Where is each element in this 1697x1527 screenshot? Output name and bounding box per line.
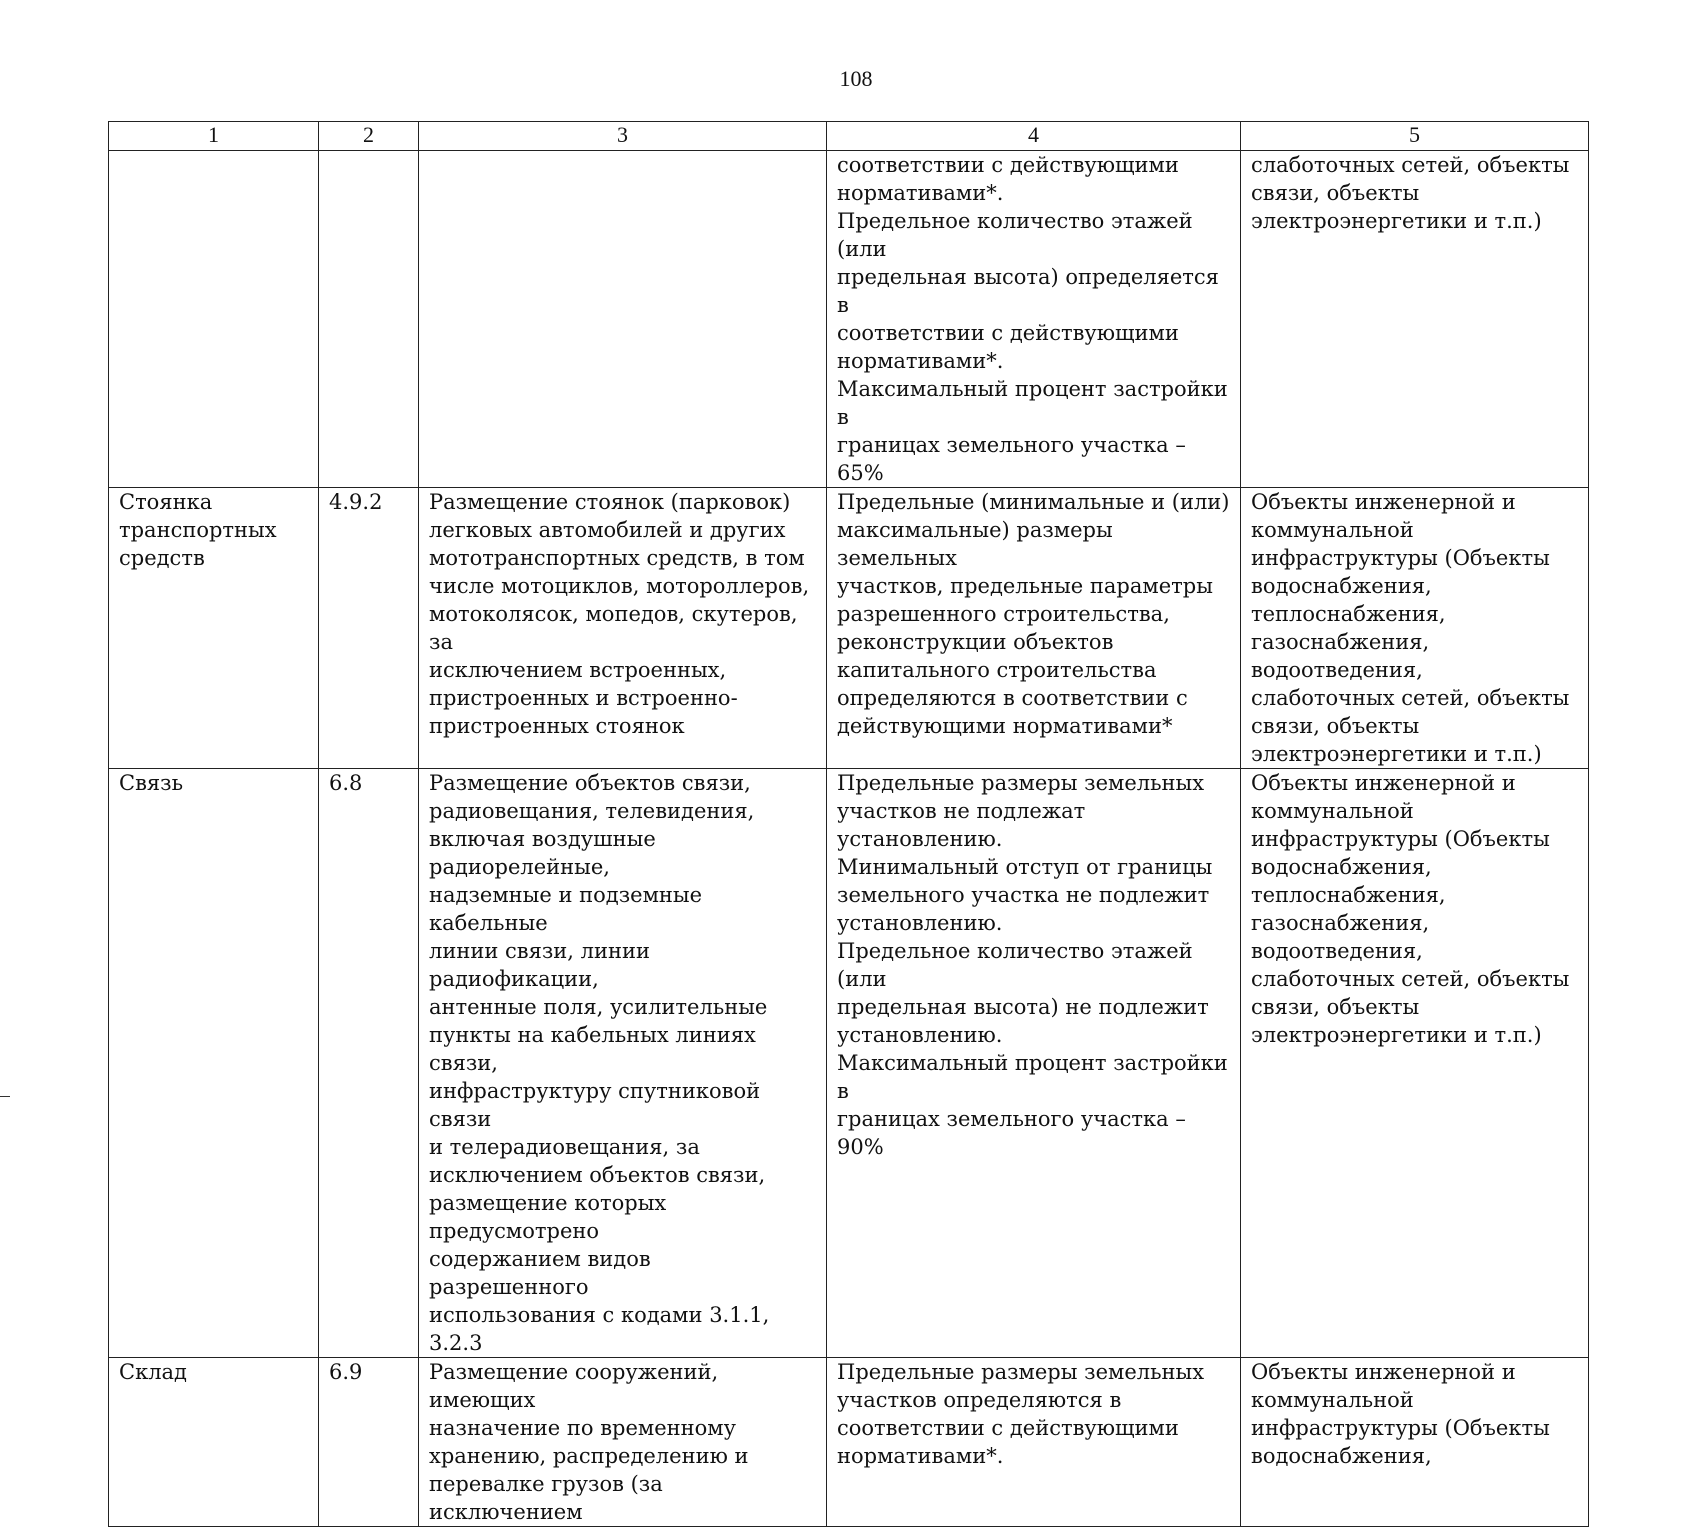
- table-row: [109, 769, 1589, 1358]
- header-cell-5: 5: [1241, 122, 1589, 151]
- table-row: [109, 1358, 1589, 1527]
- use-code-cell: [319, 151, 419, 488]
- use-name-cell: [109, 151, 319, 488]
- parameters-cell: Предельные размеры земельных участков определяются в соответствии с действующими нормативами*.: [827, 1358, 1241, 1527]
- margin-mark: [0, 1096, 10, 1097]
- zoning-table: [108, 121, 1589, 1527]
- header-row: [109, 122, 1589, 151]
- page-number: 108: [839, 66, 873, 91]
- parameters-cell: соответствии с действующими нормативами*. Предельное количество этажей (или предельная высота) определяется в соответствии с действующими нормативами*. Максимальный процент застройки в границах земельного участка – 65%: [827, 151, 1241, 488]
- use-name-cell: Склад: [109, 1358, 319, 1527]
- use-description-cell: [419, 151, 827, 488]
- header-cell-1: 1: [109, 122, 319, 151]
- auxiliary-uses-cell: Объекты инженерной и коммунальной инфраструктуры (Объекты водоснабжения, теплоснабжения, газоснабжения, водоотведения, слаботочных сетей, объекты связи, объекты электроэнергетики и т.п.): [1241, 769, 1589, 1358]
- use-description-cell: Размещение сооружений, имеющих назначение по временному хранению, распределению и перевалке грузов (за исключением: [419, 1358, 827, 1527]
- parameters-cell: Предельные размеры земельных участков не подлежат установлению. Минимальный отступ от границы земельного участка не подлежит установлению. Предельное количество этажей (или предельная высота) не подлежит установлению. Максимальный процент застройки в границах земельного участка – 90%: [827, 769, 1241, 1358]
- auxiliary-uses-cell: Объекты инженерной и коммунальной инфраструктуры (Объекты водоснабжения, теплоснабжения, газоснабжения, водоотведения, слаботочных сетей, объекты связи, объекты электроэнергетики и т.п.): [1241, 488, 1589, 769]
- header-cell-3: 3: [419, 122, 827, 151]
- table-row: [109, 488, 1589, 769]
- use-code-cell: 6.9: [319, 1358, 419, 1527]
- use-name-cell: Стоянка транспортных средств: [109, 488, 319, 769]
- use-code-cell: 4.9.2: [319, 488, 419, 769]
- use-description-cell: Размещение объектов связи, радиовещания, телевидения, включая воздушные радиорелейные, надземные и подземные кабельные линии связи, линии радиофикации, антенные поля, усилительные пункты на кабельных линиях связи, инфраструктуру спутниковой связи и телерадиовещания, за исключением объектов связи, размещение которых предусмотрено содержанием видов разрешенного использования с кодами 3.1.1, 3.2.3: [419, 769, 827, 1358]
- auxiliary-uses-cell: слаботочных сетей, объекты связи, объекты электроэнергетики и т.п.): [1241, 151, 1589, 488]
- use-description-cell: Размещение стоянок (парковок) легковых автомобилей и других мототранспортных средств, в том числе мотоциклов, мотороллеров, мотоколясок, мопедов, скутеров, за исключением встроенных, пристроенных и встроенно- пристроенных стоянок: [419, 488, 827, 769]
- header-cell-4: 4: [827, 122, 1241, 151]
- use-name-cell: Связь: [109, 769, 319, 1358]
- use-code-cell: 6.8: [319, 769, 419, 1358]
- parameters-cell: Предельные (минимальные и (или) максимальные) размеры земельных участков, предельные параметры разрешенного строительства, реконструкции объектов капитального строительства определяются в соответствии с действующими нормативами*: [827, 488, 1241, 769]
- table-row: [109, 151, 1589, 488]
- header-cell-2: 2: [319, 122, 419, 151]
- auxiliary-uses-cell: Объекты инженерной и коммунальной инфраструктуры (Объекты водоснабжения,: [1241, 1358, 1589, 1527]
